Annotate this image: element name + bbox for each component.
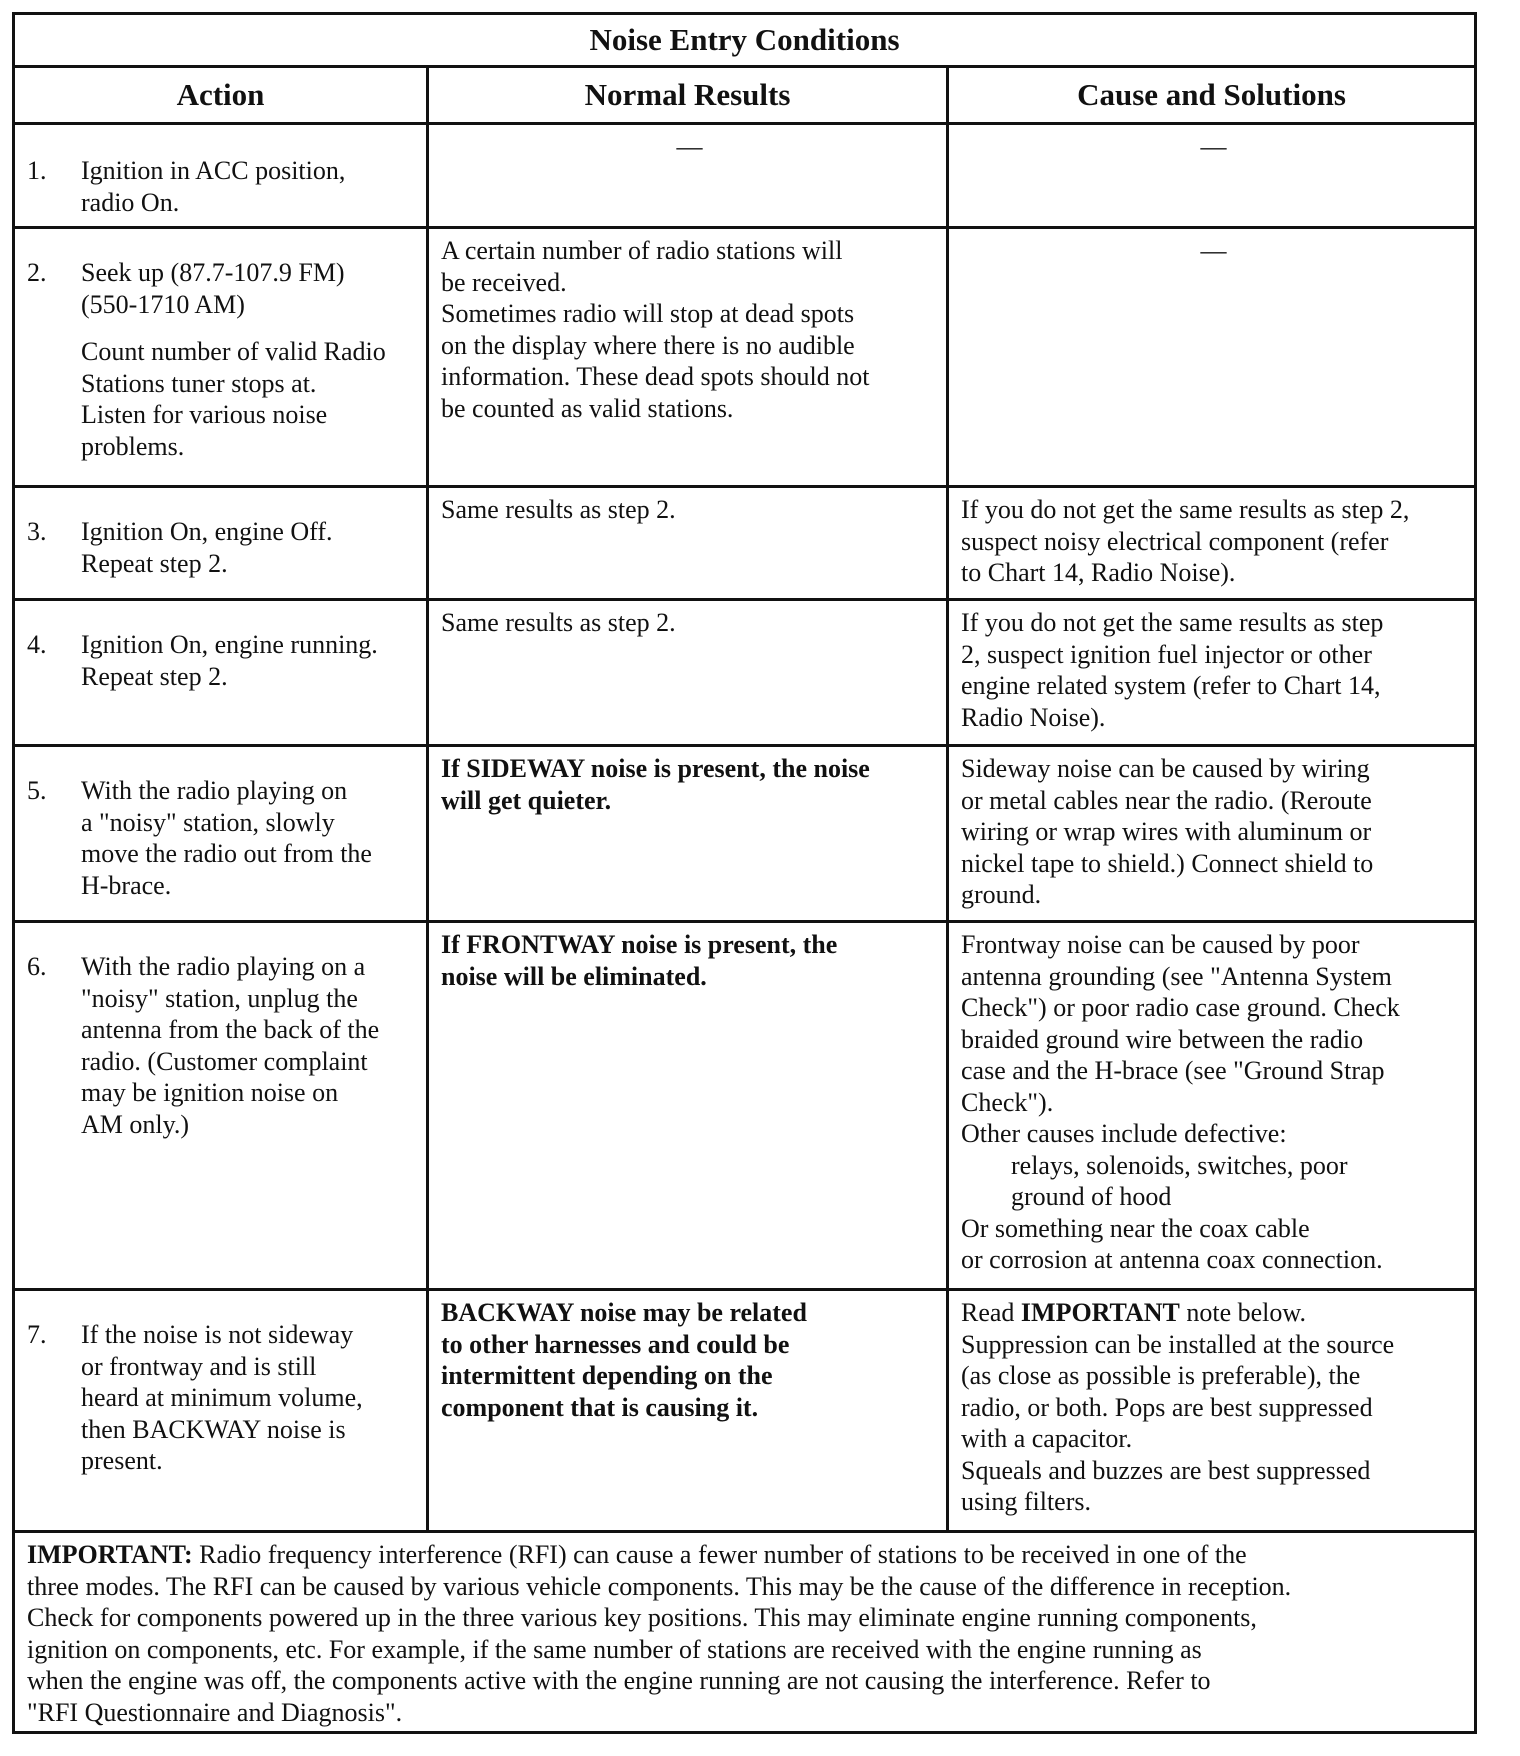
header-row (15, 68, 1474, 125)
table-row (15, 125, 1474, 229)
header-action: Action (15, 68, 429, 122)
header-normal-results: Normal Results (429, 68, 949, 122)
table-row (15, 923, 1474, 1291)
important-label: IMPORTANT: (27, 1540, 193, 1569)
action-text: Ignition On, engine running. Repeat step 2. (81, 630, 378, 691)
normal-results-cell: Same results as step 2. (429, 601, 949, 744)
step-number: 6. (27, 952, 47, 981)
header-cause-solutions: Cause and Solutions (1077, 77, 1346, 112)
table-title: Noise Entry Conditions (15, 15, 1474, 68)
dash: — (676, 132, 703, 161)
dash: — (1200, 132, 1227, 161)
table-row (15, 1291, 1474, 1533)
action-text: Ignition in ACC position, radio On. (81, 156, 346, 217)
normal-results-cell: Same results as step 2. (429, 488, 949, 598)
cause-cell: If you do not get the same results as step 2, suspect ignition fuel injector or other engine related system (refer to Chart 14, Radio Noise). (961, 608, 1384, 732)
table-row (15, 747, 1474, 923)
normal-results-cell (429, 125, 949, 226)
step-number: 1. (27, 156, 47, 185)
action-text: With the radio playing on a "noisy" station, unplug the antenna from the back of the radio. (Customer complaint may be ignition noise on AM only.) (81, 952, 380, 1139)
table-row (15, 601, 1474, 747)
step-number: 3. (27, 517, 47, 546)
cause-cell: Sideway noise can be caused by wiring or metal cables near the radio. (Reroute wiring or wrap wires with aluminum or nickel tape to shield.) Connect shield to ground. (961, 754, 1374, 909)
action-text: Ignition On, engine Off. Repeat step 2. (81, 517, 333, 578)
normal-results-cell: If FRONTWAY noise is present, the noise will be eliminated. (429, 923, 949, 1288)
action-text: Seek up (87.7-107.9 FM) (550-1710 AM) Count number of valid Radio Stations tuner stops at. Listen for various noise problems. (81, 258, 386, 461)
cause-cell (949, 229, 1474, 485)
step-number: 7. (27, 1320, 47, 1349)
normal-results-cell: If SIDEWAY noise is present, the noise will get quieter. (429, 747, 949, 920)
step-number: 2. (27, 258, 47, 287)
dash: — (1200, 236, 1227, 265)
action-text: If the noise is not sideway or frontway and is still heard at minimum volume, then BACKWAY noise is present. (81, 1320, 363, 1475)
normal-results-cell: A certain number of radio stations will be received. Sometimes radio will stop at dead spots on the display where there is no audible information. These dead spots should not be counted as valid stations. (429, 229, 949, 485)
normal-results-cell: BACKWAY noise may be related to other harnesses and could be intermittent depending on the component that is causing it. (429, 1291, 949, 1530)
noise-entry-table (12, 12, 1477, 1734)
cause-cell: Read IMPORTANT note below. Suppression can be installed at the source (as close as possible is preferable), the radio, or both. Pops are best suppressed with a capacitor. Squeals and buzzes are best suppressed using filters. (961, 1298, 1395, 1516)
step-number: 5. (27, 776, 47, 805)
cause-cell: Frontway noise can be caused by poor antenna grounding (see "Antenna System Check") or poor radio case ground. Check braided ground wire between the radio case and the H-brace (see "Ground Strap Check"). Other causes include defective: relays, solenoids, switches, poor ground of hood Or something near the coax cable or corrosion at antenna coax connection. (961, 930, 1400, 1274)
action-text: With the radio playing on a "noisy" station, slowly move the radio out from the H-brace. (81, 776, 372, 900)
table-row (15, 229, 1474, 488)
important-note: IMPORTANT: Radio frequency interference (RFI) can cause a fewer number of stations to be received in one of the three modes. The RFI can be caused by various vehicle components. This may be the cause of the difference in reception. Check for components powered up in the three various key positions. This may eliminate engine running components, ignition on components, etc. For example, if the same number of stations are received with the engine running as when the engine was off, the components active with the engine running are not causing the interference. Refer to "RFI Questionnaire and Diagnosis". (27, 1540, 1292, 1727)
cause-cell (949, 125, 1474, 226)
step-number: 4. (27, 630, 47, 659)
table-row (15, 488, 1474, 601)
cause-cell: If you do not get the same results as step 2, suspect noisy electrical component (refer to Chart 14, Radio Noise). (961, 495, 1410, 587)
